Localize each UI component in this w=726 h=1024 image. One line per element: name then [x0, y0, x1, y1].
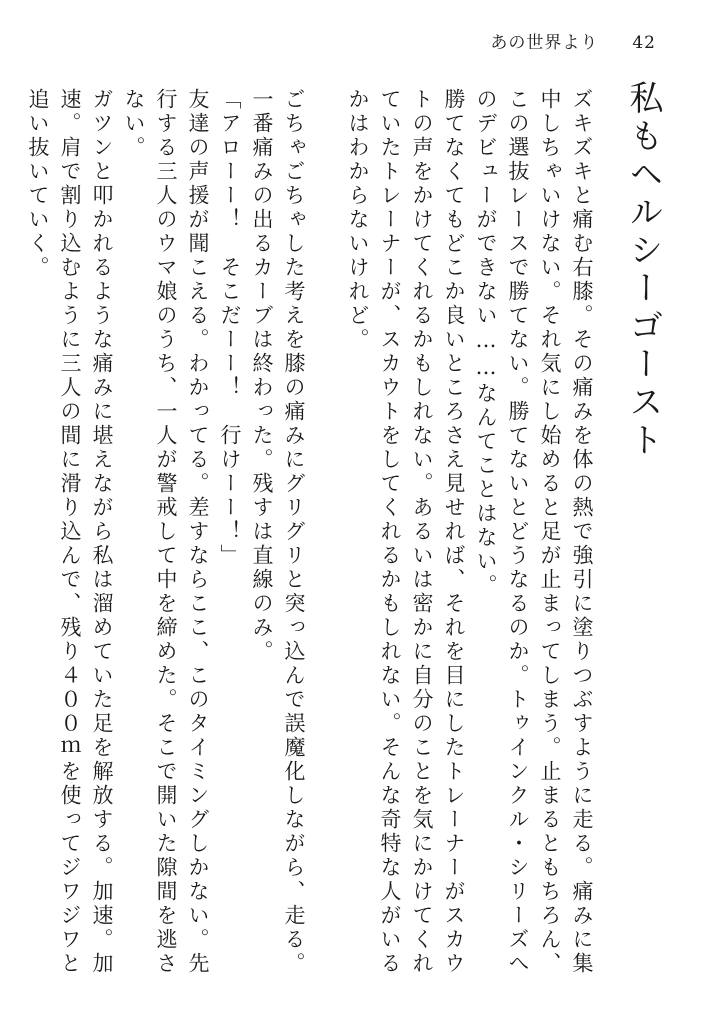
page-header — [490, 28, 656, 53]
paragraph: ガツンと叩かれるような痛みに堪えながら私は溜めていた足を解放する。加速。加速。肩で割り込むように三人の間に滑り込んで、残り４００ｍを使ってジワジワと追い抜いていく。 — [26, 88, 114, 976]
dialogue-line: 「アローー！ そこだーー！ 行けーー！」 — [218, 88, 242, 568]
paragraph: ごちゃごちゃした考えを膝の痛みにグリグリと突っ込んで誤魔化しながら、走る。一番痛みの出るカーブは終わった。残すは直線のみ。 — [250, 88, 306, 976]
body-text — [22, 88, 598, 984]
paragraph: 勝てなくてもどこか良いところさえ見せれば、それを目にしたトレーナーがスカウトの声をかけてくれるかもしれない。あるいは密かに自分のことを気にかけてくれていたトレーナーが、スカウトをしてくれるかもしれない。そんな奇特な人がいるかはわからないけれど。 — [346, 88, 466, 976]
section-break — [310, 88, 342, 98]
page-number: 42 — [632, 33, 656, 53]
paragraph: 友達の声援が聞こえる。わかってる。差すならここ、このタイミングしかない。先行する三人のウマ娘のうち、一人が警戒して中を締めた。そこで開いた隙間を逃さない。 — [122, 88, 210, 976]
chapter-title: 私もヘルシーゴースト — [623, 80, 663, 460]
book-title: あの世界より — [490, 33, 599, 53]
paragraph: ズキズキと痛む右膝。その痛みを体の熱で強引に塗りつぶすように走る。痛みに集中しちゃいけない。それ気にし始めると足が止まってしまう。止まるともちろん、この選抜レースで勝てない。勝てないとどうなるのか。トゥインクル・シリーズへのデビューができない……なんてことはない。 — [474, 88, 594, 976]
